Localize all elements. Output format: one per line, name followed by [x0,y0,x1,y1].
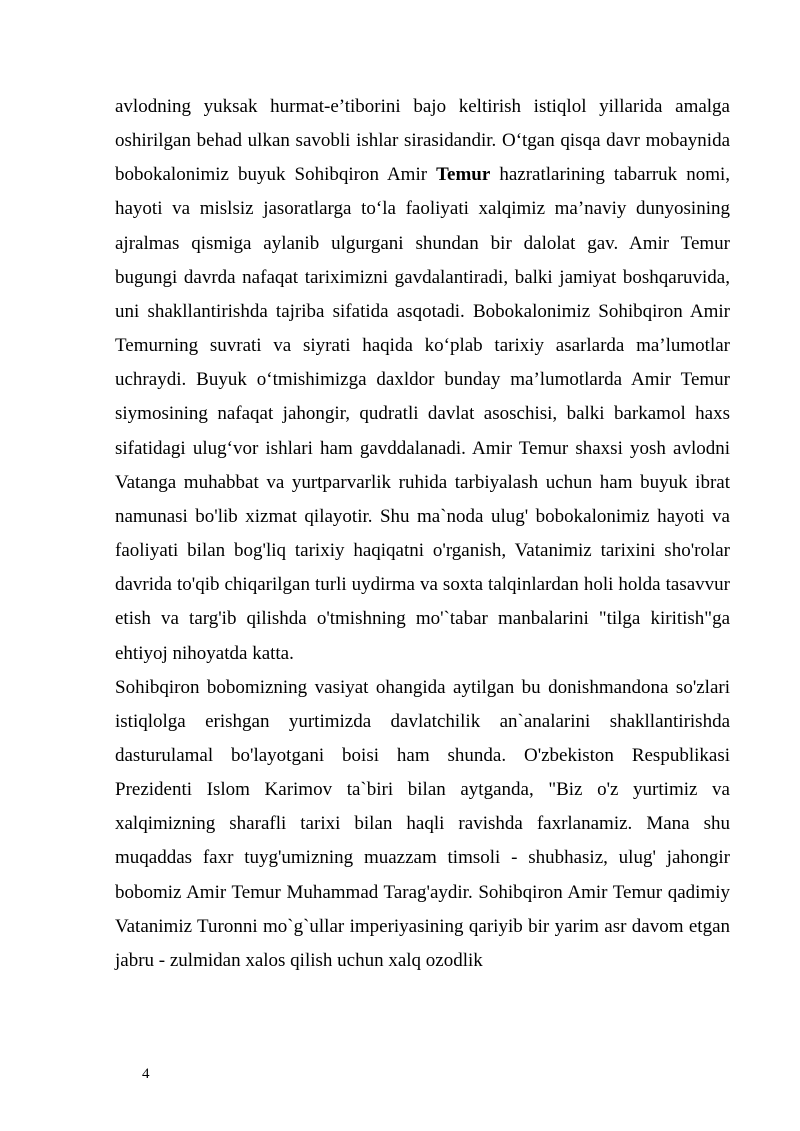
page-number: 4 [142,1066,150,1082]
paragraph-1-text-start: avlodning yuksak hurmat-e’tiborini bajo keltirish istiqlol yillarida amalga oshirilgan behad ulkan savobli ishlar sirasidandir. O‘tgan qisqa davr mobaynida bobokalonimiz buyuk Sohibqiron Amir [115,96,730,186]
paragraph-1 [115,90,730,671]
paragraph-1-text-end: hazratlarining tabarruk nomi, hayoti va mislsiz jasoratlarga to‘la faoliyati xalqimiz ma’naviy dunyosining ajralmas qismiga aylanib ulgurgani shundan bir dalolat gav. Amir Temur bugungi davrda nafaqat tariximizni gavdalantiradi, balki jamiyat boshqaruvida, uni shakllantirishda tajriba sifatida asqotadi. Bobokalonimiz Sohibqiron Amir Temurning suvrati va siyrati haqida ko‘plab tarixiy asarlarda ma’lumotlar uchraydi. Buyuk o‘tmishimizga daxldor bunday ma’lumotlarda Amir Temur siymosining nafaqat jahongir, qudratli davlat asoschisi, balki barkamol haxs sifatidagi ulug‘vor ishlari ham gavddalanadi. Amir Temur shaxsi yosh avlodni Vatanga muhabbat va yurtparvarlik ruhida tarbiyalash uchun ham buyuk ibrat namunasi bo'lib xizmat qilayotir. Shu ma`noda ulug' bobokalonimiz hayoti va faoliyati bilan bog'liq tarixiy haqiqatni o'rganish, Vatanimiz tarixini sho'rolar davrida to'qib chiqarilgan turli uydirma va soxta talqinlardan holi holda tasavvur etish va targ'ib qilishda o'tmishning mo'`tabar manbalarini "tilga kiritish"ga ehtiyoj nihoyatda katta. [115,164,731,664]
body-text [115,90,730,978]
bold-word-temur: Temur [436,164,491,186]
paragraph-2: Sohibqiron bobomizning vasiyat ohangida aytilgan bu donishmandona so'zlari istiqlolga erishgan yurtimizda davlatchilik an`analarini shakllantirishda dasturulamal bo'layotgani boisi ham shunda. O'zbekiston Respublikasi Prezidenti Islom Karimov ta`biri bilan aytganda, "Biz o'z yurtimiz va xalqimizning sharafli tarixi bilan haqli ravishda faxrlanamiz. Mana shu muqaddas faxr tuyg'umizning muazzam timsoli - shubhasiz, ulug' jahongir bobomiz Amir Temur Muhammad Tarag'aydir. Sohibqiron Amir Temur qadimiy Vatanimiz Turonni mo`g`ullar imperiyasining qariyib bir yarim asr davom etgan jabru - zulmidan xalos qilish uchun xalq ozodlik [115,676,730,971]
